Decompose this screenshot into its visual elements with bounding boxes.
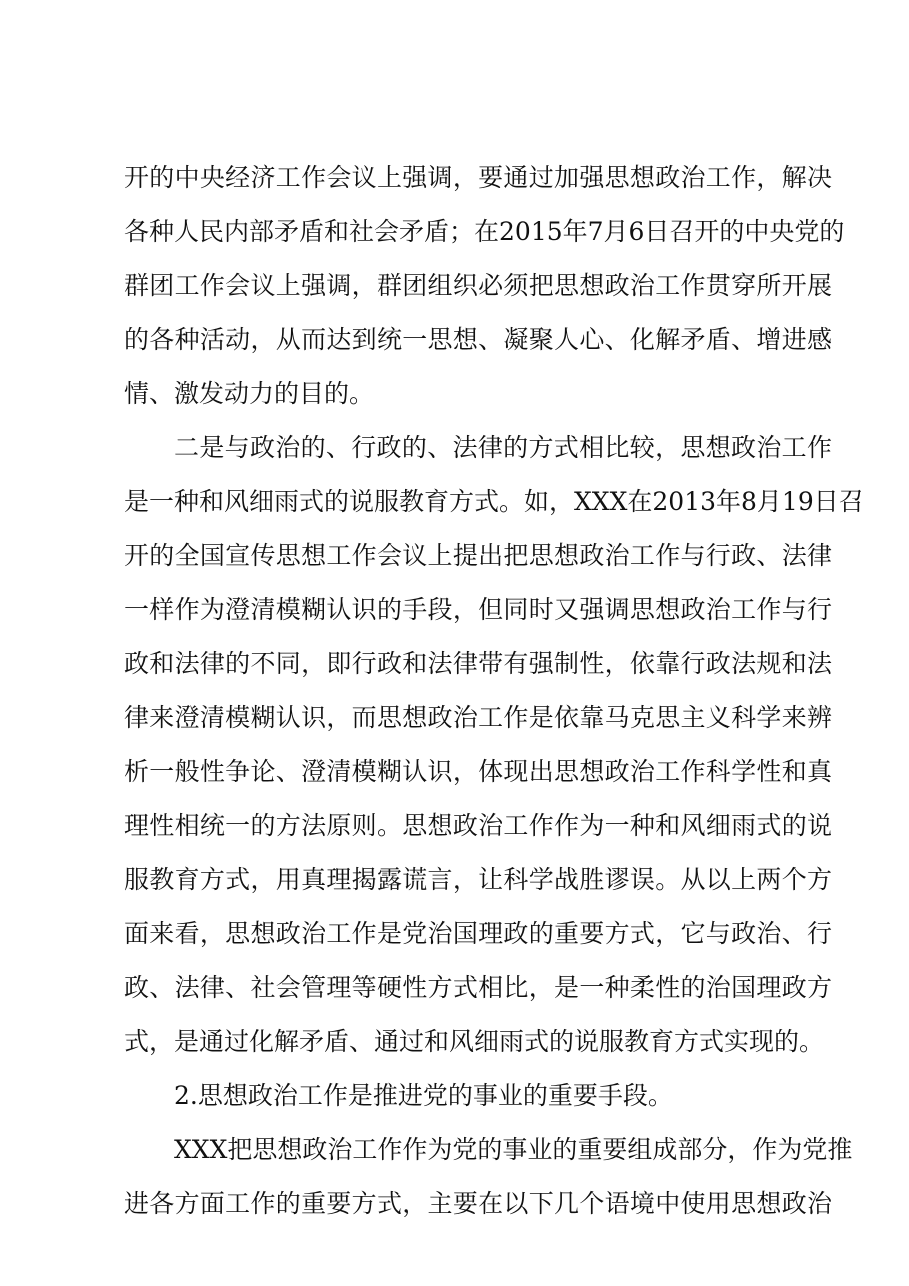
text-line: 面来看，思想政治工作是党治国理政的重要方式，它与政治、行 xyxy=(124,919,832,948)
text-line: 群团工作会议上强调，群团组织必须把思想政治工作贯穿所开展 xyxy=(124,271,832,300)
text-line: 政和法律的不同，即行政和法律带有强制性，依靠行政法规和法 xyxy=(124,649,832,678)
text-line: 律来澄清模糊认识，而思想政治工作是依靠马克思主义科学来辨 xyxy=(124,703,832,732)
text-line: 一样作为澄清模糊认识的手段，但同时又强调思想政治工作与行 xyxy=(124,595,832,624)
paragraph-first-line: XXX把思想政治工作作为党的事业的重要组成部分，作为党推 xyxy=(174,1135,853,1164)
text-line: 进各方面工作的重要方式，主要在以下几个语境中使用思想政治 xyxy=(124,1189,832,1218)
text-line: 开的全国宣传思想工作会议上提出把思想政治工作与行政、法律 xyxy=(124,541,832,570)
text-line: 开的中央经济工作会议上强调，要通过加强思想政治工作，解决 xyxy=(124,163,832,192)
text-line: 情、激发动力的目的。 xyxy=(124,379,375,408)
text-line: 式，是通过化解矛盾、通过和风细雨式的说服教育方式实现的。 xyxy=(124,1027,825,1056)
text-line: 各种人民内部矛盾和社会矛盾；在2015年7月6日召开的中央党的 xyxy=(124,217,845,246)
text-line: 政、法律、社会管理等硬性方式相比，是一种柔性的治国理政方 xyxy=(124,973,832,1002)
paragraph-first-line: 二是与政治的、行政的、法律的方式相比较，思想政治工作 xyxy=(174,433,832,462)
text-line: 是一种和风细雨式的说服教育方式。如，XXX在2013年8月19日召 xyxy=(124,487,864,516)
text-line: 服教育方式，用真理揭露谎言，让科学战胜谬误。从以上两个方 xyxy=(124,865,832,894)
text-line: 理性相统一的方法原则。思想政治工作作为一种和风细雨式的说 xyxy=(124,811,832,840)
text-line: 的各种活动，从而达到统一思想、凝聚人心、化解矛盾、增进感 xyxy=(124,325,832,354)
section-heading: 2.思想政治工作是推进党的事业的重要手段。 xyxy=(174,1081,673,1110)
text-line: 析一般性争论、澄清模糊认识，体现出思想政治工作科学性和真 xyxy=(124,757,832,786)
